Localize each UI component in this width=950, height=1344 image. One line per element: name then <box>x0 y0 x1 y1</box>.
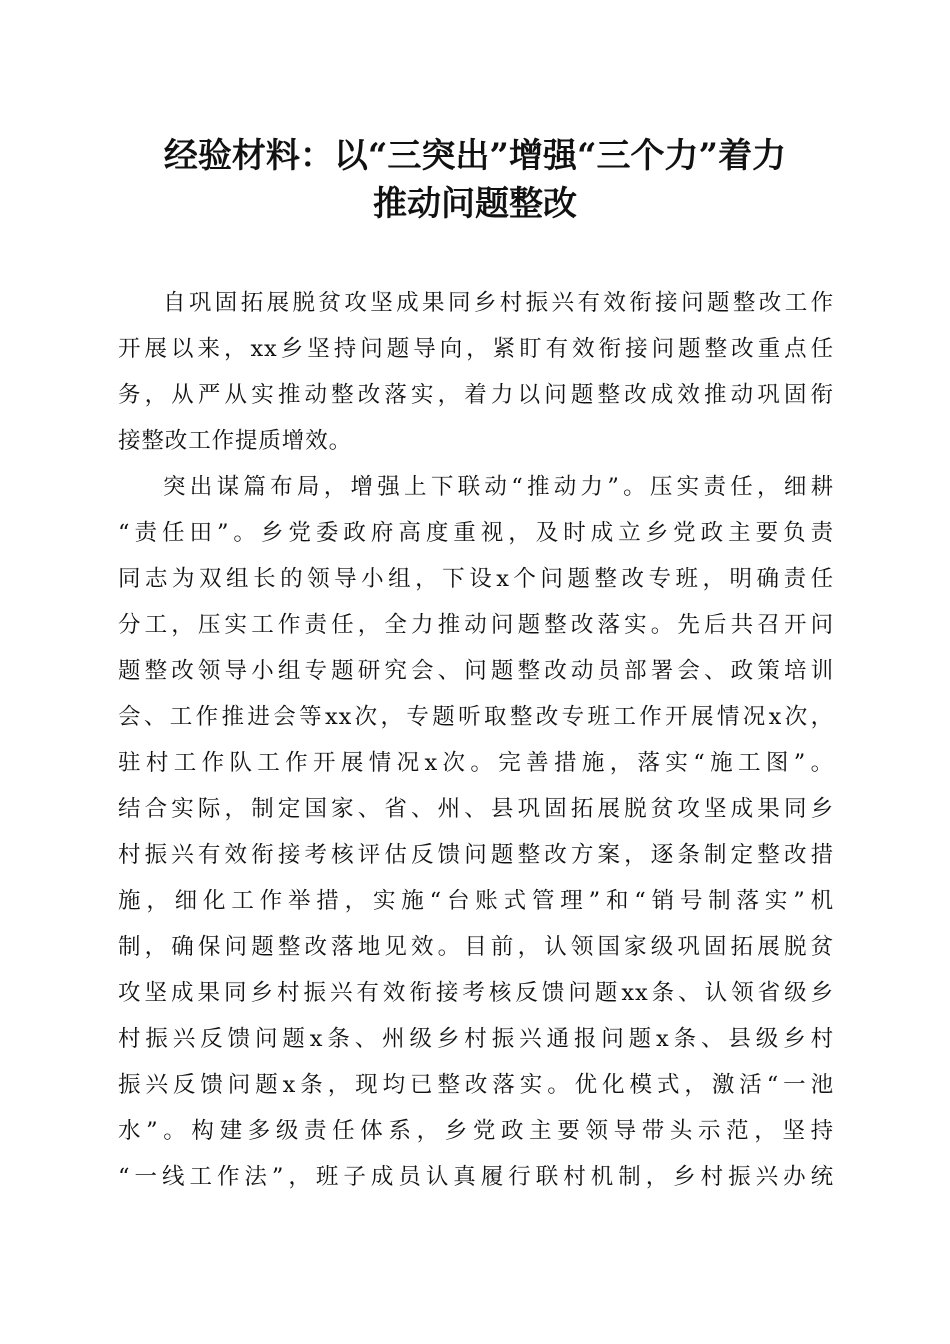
paragraph-line: 接整改工作提质增效。 <box>118 428 353 454</box>
paragraph-line: 题整改领导小组专题研究会、问题整改动员部署会、政策培训 <box>118 658 834 684</box>
paragraph-line: 务，从严从实推动整改落实，着力以问题整改成效推动巩固衔 <box>118 382 834 408</box>
document-title <box>100 132 850 228</box>
paragraph-line: 同志为双组长的领导小组，下设x个问题整改专班，明确责任 <box>118 566 834 592</box>
paragraph-line: 结合实际，制定国家、省、州、县巩固拓展脱贫攻坚成果同乡 <box>118 796 834 822</box>
paragraph-line: 村振兴反馈问题x条、州级乡村振兴通报问题x条、县级乡村 <box>118 1026 834 1052</box>
paragraph-line: 振兴反馈问题x条，现均已整改落实。优化模式，激活“一池 <box>118 1072 834 1098</box>
paragraph-line: 村振兴有效衔接考核评估反馈问题整改方案，逐条制定整改措 <box>118 842 834 868</box>
paragraph-2 <box>118 464 834 1200</box>
title-line-2: 推动问题整改 <box>373 184 577 224</box>
paragraph-line: 突出谋篇布局，增强上下联动“推动力”。压实责任，细耕 <box>163 474 835 500</box>
paragraph-line: 自巩固拓展脱贫攻坚成果同乡村振兴有效衔接问题整改工作 <box>163 290 834 316</box>
paragraph-line: 开展以来，xx乡坚持问题导向，紧盯有效衔接问题整改重点任 <box>118 336 834 362</box>
paragraph-line: “责任田”。乡党委政府高度重视，及时成立乡党政主要负责 <box>118 520 834 546</box>
paragraph-line: 制，确保问题整改落地见效。目前，认领国家级巩固拓展脱贫 <box>118 934 834 960</box>
paragraph-line: “一线工作法”，班子成员认真履行联村机制，乡村振兴办统 <box>118 1164 834 1190</box>
paragraph-line: 攻坚成果同乡村振兴有效衔接考核反馈问题xx条、认领省级乡 <box>118 980 834 1006</box>
paragraph-line: 分工，压实工作责任，全力推动问题整改落实。先后共召开问 <box>118 612 834 638</box>
document-body <box>118 280 834 1200</box>
paragraph-line: 驻村工作队工作开展情况x次。完善措施，落实“施工图”。 <box>118 750 834 776</box>
paragraph-1 <box>118 280 834 464</box>
title-line-1: 经验材料：以“三突出”增强“三个力”着力 <box>163 136 787 176</box>
paragraph-line: 会、工作推进会等xx次，专题听取整改专班工作开展情况x次， <box>118 704 834 730</box>
paragraph-line: 水”。构建多级责任体系，乡党政主要领导带头示范，坚持 <box>118 1118 834 1144</box>
paragraph-line: 施，细化工作举措，实施“台账式管理”和“销号制落实”机 <box>118 888 834 914</box>
